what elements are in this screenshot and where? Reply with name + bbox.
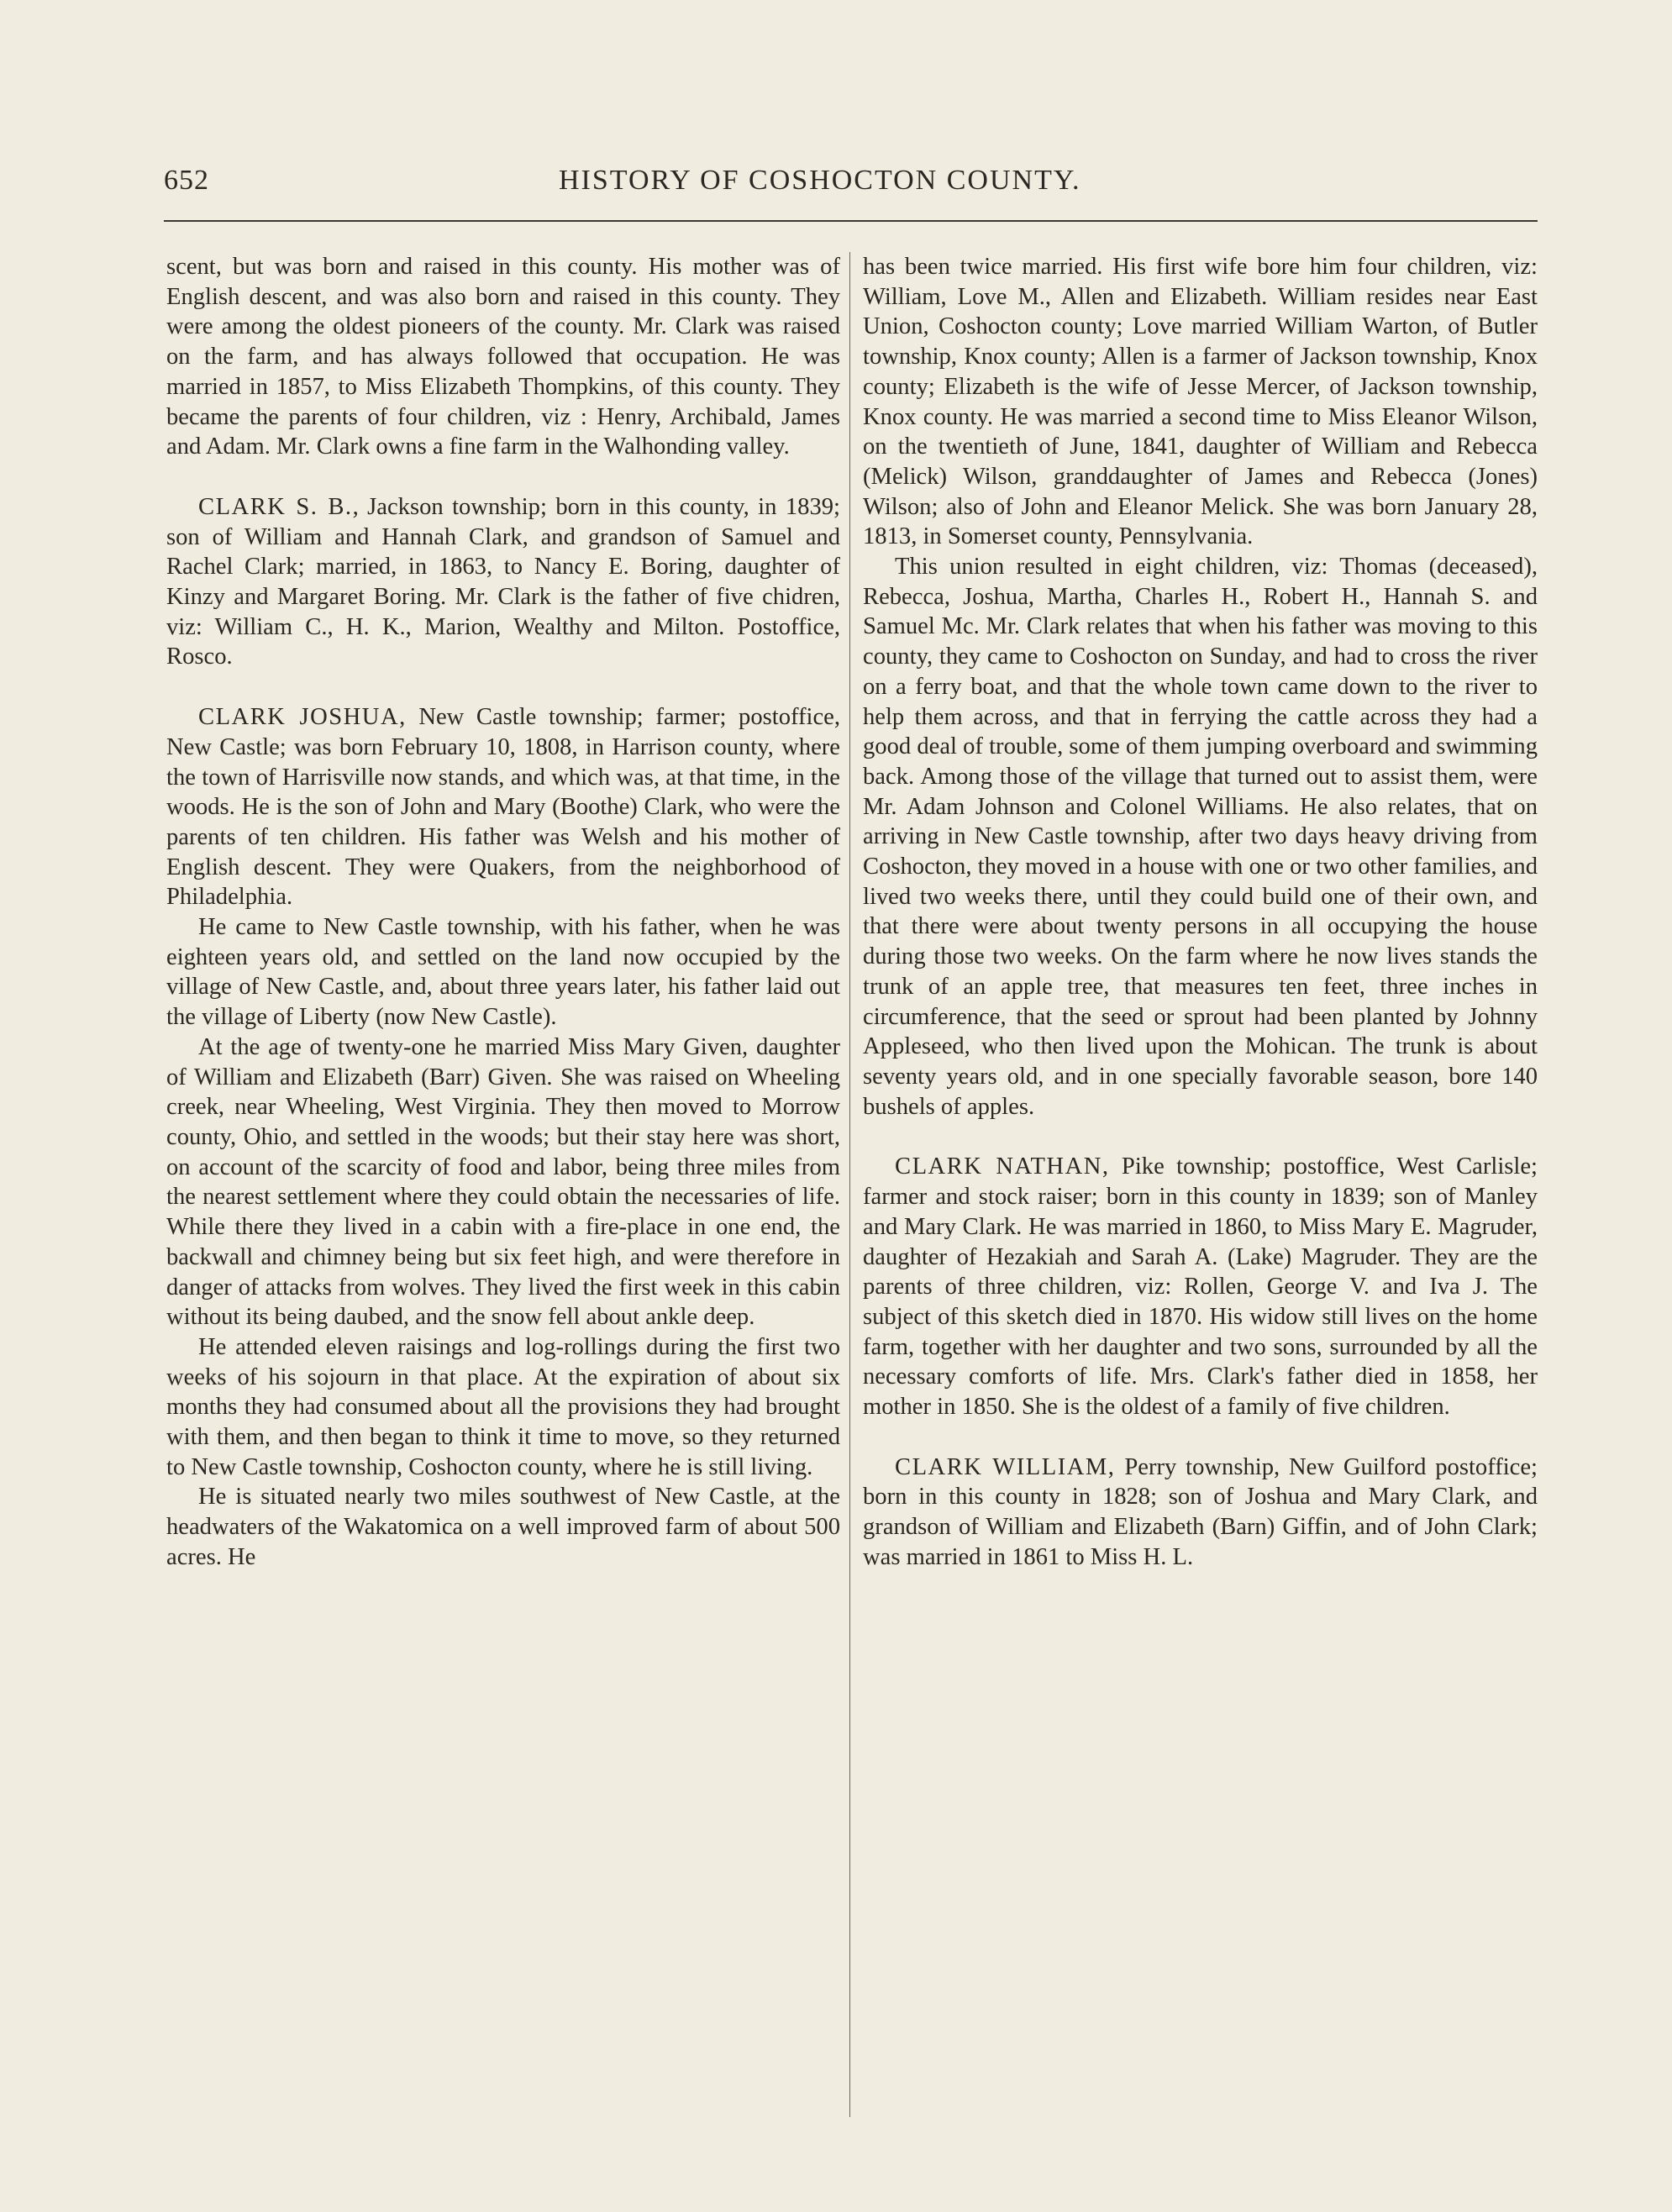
paragraph: He attended eleven raisings and log-rollings during the first two weeks of his sojourn in that place. At the expiration of about six months they had consumed about all the provisions they had brought with them, and then began to think it time to move, so they returned to New Castle township, Coshocton county, where he is still living.	[166, 1333, 840, 1480]
paragraph: This union resulted in eight children, viz: Thomas (deceased), Rebecca, Joshua, Martha, Charles H., Robert H., Hannah S. and Samuel Mc. Mr. Clark relates that when his father was moving to this county, they came to Coshocton on Sunday, and had to cross the river on a ferry boat, and that the whole town came down to the river to help them across, and that in ferrying the cattle across they had a good deal of trouble, some of them jumping overboard and swimming back. Among those of the village that turned out to assist them, were Mr. Adam Johnson and Colonel Williams. He also relates, that on arriving in New Castle township, after two days heavy driving from Coshocton, they moved in a house with one or two other families, and lived two weeks there, until they could build one of their own, and that there were about twenty persons in all occupying the house during those two weeks. On the farm where he now lives stands the trunk of an apple tree, that measures ten feet, three inches in circumference, that the seed or sprout had been planted by Johnny Appleseed, who then lived upon the Mohican. The trunk is about seventy years old, and in one specially favorable season, bore 140 bushels of apples.	[863, 554, 1538, 1120]
entry-clark-joshua	[166, 702, 840, 912]
entry-name: CLARK S. B.	[198, 493, 353, 520]
right-column	[863, 252, 1538, 1573]
paragraph: At the age of twenty-one he married Miss Mary Given, daughter of William and Elizabeth (Barr) Given. She was raised on Wheeling creek, near Wheeling, West Virginia. They then moved to Morrow county, Ohio, and settled in the woods; but their stay here was short, on account of the scarcity of food and labor, being three miles from the nearest settlement where they could obtain the necessaries of life. While there they lived in a cabin with a fire-place in one end, the backwall and chimney being but six feet high, and were therefore in danger of attacks from wolves. They lived the first week in this cabin without its being daubed, and the snow fell about ankle deep.	[166, 1033, 840, 1331]
entry-clark-william	[863, 1453, 1538, 1573]
entry-clark-nathan	[863, 1152, 1538, 1421]
entry-name: CLARK WILLIAM,	[895, 1453, 1116, 1480]
paragraph: scent, but was born and raised in this county. His mother was of English descent, and was also born and raised in this county. They were among the oldest pioneers of the county. Mr. Clark was raised on the farm, and has always followed that occupation. He was married in 1857, to Miss Elizabeth Thompkins, of this county. They became the parents of four children, viz : Henry, Archibald, James and Adam. Mr. Clark owns a fine farm in the Walhonding valley.	[166, 254, 840, 460]
running-title: HISTORY OF COSHOCTON COUNTY.	[559, 165, 1081, 196]
column-divider	[849, 252, 850, 2117]
left-column	[166, 252, 840, 1573]
paragraph: He came to New Castle township, with his father, when he was eighteen years old, and settled on the land now occupied by the village of New Castle, and, about three years later, his father laid out the village of Liberty (now New Castle).	[166, 914, 840, 1031]
entry-text: Perry township, New Guilford postoffice; born in this county in 1828; son of Joshua and Mary Clark, and grandson of William and Elizabeth (Barn) Giffin, and of John Clark; was married in 1861 to Miss H. L.	[863, 1453, 1538, 1570]
entry-name: CLARK JOSHUA,	[198, 704, 407, 731]
entry-text: Pike township; postoffice, West Carlisle; farmer and stock raiser; born in this county in 1839; son of Manley and Mary Clark. He was married in 1860, to Miss Mary E. Magruder, daughter of Hezakiah and Sarah A. (Lake) Magruder. They are the parents of three children, viz: Rollen, George V. and Iva J. The subject of this sketch died in 1870. His widow still lives on the home farm, together with her daughter and two sons, surrounded by all the necessary comforts of life. Mrs. Clark's father died in 1858, her mother in 1850. She is the oldest of a family of five children.	[863, 1153, 1538, 1421]
entry-clark-s-b	[166, 492, 840, 672]
page-header	[164, 165, 1538, 202]
header-rule	[164, 220, 1538, 222]
paragraph: He is situated nearly two miles southwest of New Castle, at the headwaters of the Wakatomica on a well improved farm of about 500 acres. He	[166, 1484, 840, 1570]
entry-name: CLARK NATHAN,	[895, 1153, 1110, 1180]
entry-text: , Jackson township; born in this county, in 1839; son of William and Hannah Clark, and grandson of Samuel and Rachel Clark; married, in 1863, to Nancy E. Boring, daughter of Kinzy and Margaret Boring. Mr. Clark is the father of five chidren, viz: William C., H. K., Marion, Wealthy and Milton. Postoffice, Rosco.	[166, 493, 840, 670]
page-number: 652	[164, 165, 209, 196]
paragraph: has been twice married. His first wife bore him four children, viz: William, Love M., Allen and Elizabeth. William resides near East Union, Coshocton county; Love married William Warton, of Butler township, Knox county; Allen is a farmer of Jackson township, Knox county; Elizabeth is the wife of Jesse Mercer, of Jackson township, Knox county. He was married a second time to Miss Eleanor Wilson, on the twentieth of June, 1841, daughter of William and Rebecca (Melick) Wilson, granddaughter of James and Rebecca (Jones) Wilson; also of John and Eleanor Melick. She was born January 28, 1813, in Somerset county, Pennsylvania.	[863, 254, 1538, 550]
entry-text: New Castle township; farmer; postoffice, New Castle; was born February 10, 1808, in Harrison county, where the town of Harrisville now stands, and which was, at that time, in the woods. He is the son of John and Mary (Boothe) Clark, who were the parents of ten children. His father was Welsh and his mother of English descent. They were Quakers, from the neighborhood of Philadelphia.	[166, 704, 840, 911]
